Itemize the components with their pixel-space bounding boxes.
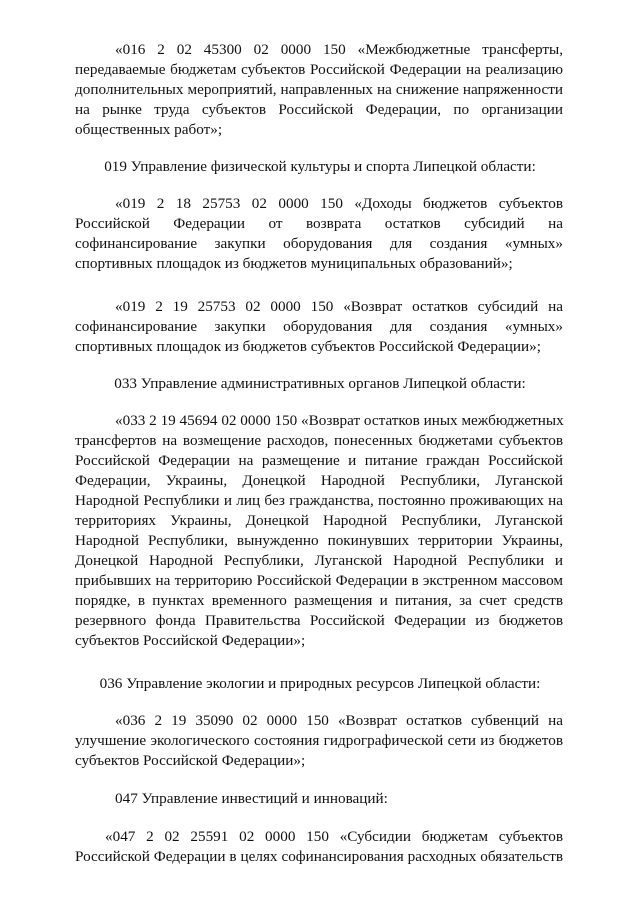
paragraph-line: субъектов Российской Федерации»; bbox=[75, 632, 306, 649]
paragraph-019-2-18-25753 bbox=[75, 194, 563, 274]
paragraph-047-2-02-25591 bbox=[75, 827, 563, 867]
paragraph-line: «036 2 19 35090 02 0000 150 «Возврат остатков субвенций на bbox=[115, 712, 563, 729]
paragraph-line: спортивных площадок из бюджетов муниципальных образований»; bbox=[75, 255, 513, 272]
paragraph-line: территориях Украины, Донецкой Народной Республики, Луганской bbox=[75, 512, 563, 529]
paragraph-line: на рынке труда субъектов Российской Федерации, по организации bbox=[75, 101, 563, 118]
paragraph-line: спортивных площадок из бюджетов субъектов Российской Федерации»; bbox=[75, 338, 541, 355]
paragraph-line: дополнительных мероприятий, направленных на снижение напряженности bbox=[75, 81, 563, 98]
section-heading-033: 033 Управление административных органов Липецкой области: bbox=[114, 375, 526, 392]
paragraph-line: «016 2 02 45300 02 0000 150 «Межбюджетные трансферты, bbox=[115, 41, 563, 58]
paragraph-line: Российской Федерации в целях софинансирования расходных обязательств bbox=[75, 848, 563, 865]
paragraph-line: «033 2 19 45694 02 0000 150 «Возврат остатков иных межбюджетных bbox=[115, 412, 564, 429]
paragraph-line: улучшение экологического состояния гидрографической сети из бюджетов bbox=[75, 732, 563, 749]
paragraph-line: софинансирование закупки оборудования для создания «умных» bbox=[75, 318, 563, 335]
section-heading-036: 036 Управление экологии и природных ресурсов Липецкой области: bbox=[99, 675, 541, 692]
paragraph-line: Народной Республики, вынужденно покинувших территории Украины, bbox=[75, 532, 563, 549]
paragraph-line: «047 2 02 25591 02 0000 150 «Субсидии бюджетам субъектов bbox=[105, 828, 563, 845]
paragraph-line: общественных работ»; bbox=[75, 121, 223, 138]
paragraph-016-transfers bbox=[75, 40, 563, 140]
paragraph-line: передаваемые бюджетам субъектов Российской Федерации на реализацию bbox=[75, 61, 563, 78]
paragraph-line: «019 2 18 25753 02 0000 150 «Доходы бюджетов субъектов bbox=[115, 195, 563, 212]
paragraph-036-2-19-35090 bbox=[75, 711, 563, 771]
paragraph-line: Российской Федерации на размещение и питание граждан Российской bbox=[75, 452, 563, 469]
paragraph-033-2-19-45694 bbox=[75, 411, 563, 651]
paragraph-019-2-19-25753 bbox=[75, 297, 563, 357]
section-heading-047: 047 Управление инвестиций и инноваций: bbox=[115, 790, 388, 807]
paragraph-line: «019 2 19 25753 02 0000 150 «Возврат остатков субсидий на bbox=[115, 298, 563, 315]
paragraph-line: резервного фонда Правительства Российской Федерации из бюджетов bbox=[75, 612, 563, 629]
paragraph-line: Народной Республики и лиц без гражданства, постоянно проживающих на bbox=[75, 492, 563, 509]
paragraph-line: Донецкой Народной Республики, Луганской Народной Республики и bbox=[75, 552, 563, 569]
paragraph-line: субъектов Российской Федерации»; bbox=[75, 752, 306, 769]
paragraph-line: порядке, в пунктах временного размещения и питания, за счет средств bbox=[75, 592, 563, 609]
section-heading-019: 019 Управление физической культуры и спорта Липецкой области: bbox=[104, 158, 536, 175]
paragraph-line: софинансирование закупки оборудования для создания «умных» bbox=[75, 235, 563, 252]
paragraph-line: Российской Федерации от возврата остатков субсидий на bbox=[75, 215, 563, 232]
paragraph-line: прибывших на территорию Российской Федерации в экстренном массовом bbox=[75, 572, 563, 589]
paragraph-line: трансфертов на возмещение расходов, понесенных бюджетами субъектов bbox=[75, 432, 563, 449]
paragraph-line: Федерации, Украины, Донецкой Народной Республики, Луганской bbox=[75, 472, 563, 489]
